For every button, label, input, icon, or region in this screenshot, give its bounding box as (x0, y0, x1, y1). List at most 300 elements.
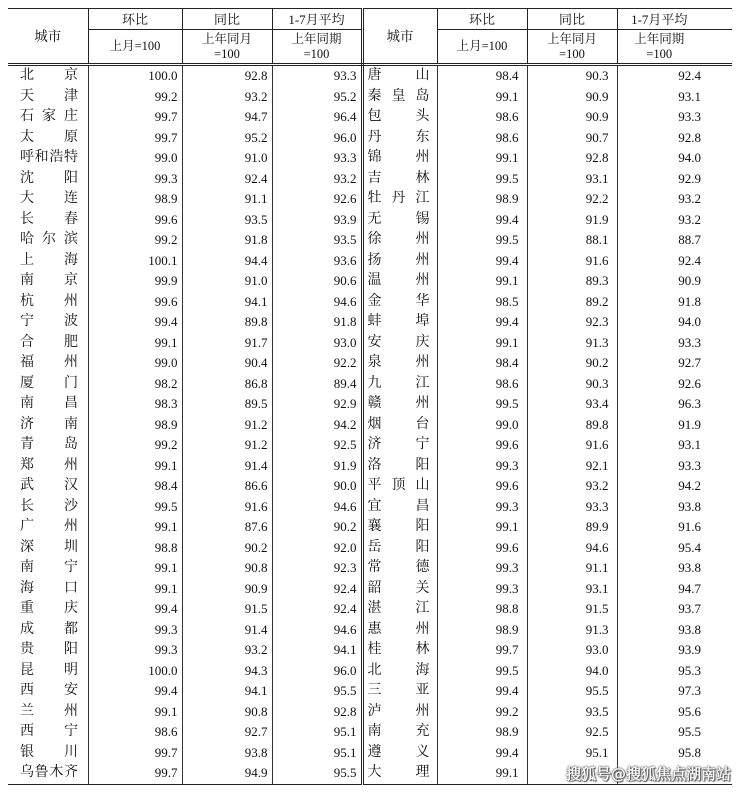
ytd-avg-index-value: 92.8 (272, 702, 362, 723)
ytd-avg-index-value: 94.1 (272, 640, 362, 661)
right-city-cell (362, 456, 437, 477)
city-name: 福州 (20, 355, 78, 371)
city-name: 包头 (367, 109, 430, 125)
left-city-cell (8, 169, 88, 190)
city-name: 西安 (20, 683, 78, 699)
yoy-index-value: 93.0 (527, 640, 617, 661)
right-city-cell (362, 435, 437, 456)
yoy-index-value: 94.9 (182, 763, 272, 784)
ytd-avg-index-value: 95.4 (678, 539, 701, 555)
table-row (8, 579, 732, 600)
right-city-cell (362, 65, 437, 87)
mom-index-value: 99.7 (88, 763, 182, 784)
mom-index-value: 99.4 (437, 312, 527, 333)
ytd-avg-index-value: 92.3 (272, 558, 362, 579)
yoy-index-value: 94.7 (182, 107, 272, 128)
mom-index-value: 99.2 (88, 87, 182, 108)
city-name: 乌鲁木齐 (20, 765, 78, 781)
yoy-index-value: 91.4 (182, 620, 272, 641)
ytd-avg-index-value: 95.2 (272, 87, 362, 108)
mom-index-value: 99.4 (88, 312, 182, 333)
ytd-avg-index-value: 92.6 (678, 375, 701, 391)
yoy-index-value: 92.3 (527, 312, 617, 333)
right-city-cell (362, 210, 437, 231)
ytd-avg-index-value: 92.7 (678, 355, 701, 371)
right-city-cell (362, 374, 437, 395)
city-name: 赣州 (367, 396, 430, 412)
yoy-index-value: 90.7 (527, 128, 617, 149)
city-name: 济宁 (367, 437, 430, 453)
yoy-index-value: 91.1 (527, 558, 617, 579)
yoy-index-value: 93.2 (182, 87, 272, 108)
ytd-avg-index-value: 93.8 (678, 560, 701, 576)
city-name: 桂林 (367, 642, 430, 658)
yoy-index-value: 89.5 (182, 394, 272, 415)
avg-base-line2: =100 (646, 46, 673, 61)
left-city-cell (8, 435, 88, 456)
ytd-avg-index-value: 93.2 (678, 191, 701, 207)
table-row (8, 620, 732, 641)
ytd-avg-index-value: 94.6 (272, 620, 362, 641)
yoy-index-value: 91.2 (182, 435, 272, 456)
city-name: 海口 (20, 580, 78, 596)
yoy-index-value: 91.9 (527, 210, 617, 231)
yoy-index-value: 91.2 (182, 415, 272, 436)
table-row (8, 476, 732, 497)
mom-index-value: 99.1 (437, 333, 527, 354)
city-name: 昆明 (20, 662, 78, 678)
yoy-index-value: 94.0 (527, 661, 617, 682)
mom-index-value: 98.4 (437, 65, 527, 87)
mom-index-value: 99.0 (88, 353, 182, 374)
yoy-index-value: 94.3 (182, 661, 272, 682)
yoy-index-value: 93.5 (182, 210, 272, 231)
mom-index-value: 99.2 (88, 230, 182, 251)
mom-index-value: 98.6 (88, 722, 182, 743)
mom-index-value: 99.5 (88, 497, 182, 518)
city-name: 温州 (367, 273, 430, 289)
mom-header-right: 环比 (437, 9, 527, 30)
mom-index-value: 99.0 (88, 148, 182, 169)
mom-base-left: 上月=100 (88, 30, 182, 65)
city-name: 深圳 (20, 539, 78, 555)
city-name: 徐州 (367, 232, 430, 248)
city-name: 杭州 (20, 293, 78, 309)
table-body (8, 65, 732, 785)
ytd-avg-index-value: 92.4 (272, 599, 362, 620)
mom-index-value: 99.1 (88, 456, 182, 477)
header-row-titles (8, 9, 732, 30)
yoy-index-value: 90.2 (527, 353, 617, 374)
right-city-cell (362, 743, 437, 764)
left-city-cell (8, 517, 88, 538)
mom-index-value: 99.4 (88, 599, 182, 620)
mom-index-value: 99.0 (437, 415, 527, 436)
ytd-avg-index-value: 95.8 (678, 744, 701, 760)
yoy-index-value: 87.6 (182, 517, 272, 538)
city-name: 济南 (20, 416, 78, 432)
mom-index-value: 98.4 (437, 353, 527, 374)
ytd-avg-index-value: 90.0 (272, 476, 362, 497)
mom-index-value: 99.5 (437, 661, 527, 682)
right-city-cell (362, 558, 437, 579)
yoy-index-value: 86.6 (182, 476, 272, 497)
city-name: 泉州 (367, 355, 430, 371)
left-city-cell (8, 702, 88, 723)
city-name: 秦皇岛 (367, 88, 430, 104)
ytd-avg-index-value: 96.4 (272, 107, 362, 128)
city-name: 金华 (367, 293, 430, 309)
yoy-index-value: 93.2 (527, 476, 617, 497)
table-row (8, 722, 732, 743)
left-city-cell (8, 230, 88, 251)
right-city-cell (362, 538, 437, 559)
yoy-index-value: 93.5 (527, 702, 617, 723)
ytd-avg-index-value: 92.9 (678, 170, 701, 186)
yoy-index-value: 90.9 (527, 87, 617, 108)
city-name: 合肥 (20, 334, 78, 350)
ytd-avg-index-value: 91.8 (272, 312, 362, 333)
yoy-index-value: 90.3 (527, 374, 617, 395)
right-city-cell (362, 251, 437, 272)
table-row (8, 497, 732, 518)
city-name: 大理 (367, 765, 430, 781)
ytd-avg-index-value: 93.6 (272, 251, 362, 272)
ytd-avg-index-value: 92.6 (272, 189, 362, 210)
right-city-cell (362, 271, 437, 292)
yoy-index-value: 90.8 (182, 702, 272, 723)
mom-index-value: 98.2 (88, 374, 182, 395)
table-row (8, 128, 732, 149)
table-row (8, 169, 732, 190)
yoy-base-right (527, 30, 617, 65)
city-name: 北京 (20, 68, 78, 84)
city-name: 西宁 (20, 724, 78, 740)
table-row (8, 292, 732, 313)
city-name: 北海 (367, 662, 430, 678)
mom-index-value: 100.0 (88, 65, 182, 87)
yoy-index-value: 90.8 (182, 558, 272, 579)
city-name: 南昌 (20, 396, 78, 412)
ytd-avg-index-value: 92.4 (678, 68, 701, 84)
mom-index-value: 99.3 (88, 169, 182, 190)
yoy-index-value: 94.1 (182, 681, 272, 702)
ytd-avg-index-value: 94.6 (272, 292, 362, 313)
yoy-index-value: 92.1 (527, 456, 617, 477)
right-city-cell (362, 87, 437, 108)
city-name: 宜昌 (367, 498, 430, 514)
avg-base-line1: 上年同期 (634, 31, 685, 46)
left-city-cell (8, 148, 88, 169)
mom-index-value: 98.4 (88, 476, 182, 497)
city-name: 无锡 (367, 211, 430, 227)
ytd-avg-index-value: 93.1 (678, 437, 701, 453)
left-city-cell (8, 476, 88, 497)
table-row (8, 230, 732, 251)
yoy-index-value: 90.4 (182, 353, 272, 374)
yoy-index-value: 92.4 (182, 169, 272, 190)
ytd-avg-index-value: 93.0 (272, 333, 362, 354)
city-name: 三亚 (367, 683, 430, 699)
yoy-index-value: 91.3 (527, 620, 617, 641)
ytd-avg-index-value: 95.1 (272, 743, 362, 764)
yoy-index-value: 91.0 (182, 148, 272, 169)
city-name: 上海 (20, 252, 78, 268)
mom-index-value: 99.2 (437, 702, 527, 723)
ytd-avg-index-value: 94.2 (272, 415, 362, 436)
city-name: 厦门 (20, 375, 78, 391)
yoy-index-value: 91.8 (182, 230, 272, 251)
left-city-cell (8, 353, 88, 374)
avg-header-left: 1-7月平均 (272, 9, 362, 30)
yoy-index-value: 89.3 (527, 271, 617, 292)
table-row (8, 415, 732, 436)
table-row (8, 271, 732, 292)
ytd-avg-index-value: 91.9 (272, 456, 362, 477)
mom-index-value: 99.3 (437, 497, 527, 518)
table-row (8, 148, 732, 169)
city-name: 成都 (20, 621, 78, 637)
yoy-index-value: 92.5 (527, 722, 617, 743)
ytd-avg-index-value: 92.4 (678, 252, 701, 268)
mom-index-value: 98.9 (437, 722, 527, 743)
yoy-index-value: 93.1 (527, 169, 617, 190)
yoy-base-line1: 上年同月 (201, 31, 252, 46)
ytd-avg-index-value: 93.3 (272, 65, 362, 87)
mom-index-value: 99.9 (88, 271, 182, 292)
table-row (8, 456, 732, 477)
city-name: 天津 (20, 88, 78, 104)
ytd-avg-index-value: 95.5 (272, 681, 362, 702)
city-name: 哈尔滨 (20, 232, 78, 248)
table-row (8, 538, 732, 559)
table-row (8, 87, 732, 108)
right-city-cell (362, 661, 437, 682)
right-city-cell (362, 292, 437, 313)
ytd-avg-index-value: 93.3 (678, 334, 701, 350)
left-city-cell (8, 189, 88, 210)
city-name: 郑州 (20, 457, 78, 473)
table-row (8, 251, 732, 272)
ytd-avg-index-value: 92.4 (272, 579, 362, 600)
city-header-right: 城市 (362, 9, 437, 65)
mom-index-value: 99.4 (437, 210, 527, 231)
mom-index-value: 98.6 (437, 107, 527, 128)
left-city-cell (8, 87, 88, 108)
yoy-index-value: 92.8 (527, 148, 617, 169)
ytd-avg-index-value: 93.5 (272, 230, 362, 251)
avg-base-right (617, 30, 732, 65)
ytd-avg-index-value: 95.6 (678, 703, 701, 719)
mom-index-value: 99.6 (88, 210, 182, 231)
ytd-avg-index-value: 94.7 (678, 580, 701, 596)
left-city-cell (8, 333, 88, 354)
yoy-index-value: 94.4 (182, 251, 272, 272)
yoy-index-value: 91.5 (527, 599, 617, 620)
right-city-cell (362, 353, 437, 374)
city-name: 惠州 (367, 621, 430, 637)
right-city-cell (362, 128, 437, 149)
ytd-avg-index-value: 93.3 (272, 148, 362, 169)
yoy-index-value: 89.8 (527, 415, 617, 436)
ytd-avg-index-value: 93.7 (678, 601, 701, 617)
mom-index-value: 99.7 (437, 640, 527, 661)
left-city-cell (8, 681, 88, 702)
yoy-index-value: 90.9 (527, 107, 617, 128)
mom-index-value: 99.3 (437, 579, 527, 600)
mom-index-value: 99.1 (437, 87, 527, 108)
mom-base-right: 上月=100 (437, 30, 527, 65)
city-name: 九江 (367, 375, 430, 391)
yoy-index-value: 91.6 (527, 435, 617, 456)
city-name: 安庆 (367, 334, 430, 350)
ytd-avg-index-value: 94.0 (678, 314, 701, 330)
mom-index-value: 100.1 (88, 251, 182, 272)
city-name: 兰州 (20, 703, 78, 719)
left-city-cell (8, 763, 88, 784)
mom-index-value: 99.6 (437, 538, 527, 559)
left-city-cell (8, 640, 88, 661)
mom-index-value: 98.6 (437, 128, 527, 149)
city-name: 重庆 (20, 601, 78, 617)
table-row (8, 435, 732, 456)
yoy-base-line1: 上年同月 (546, 31, 597, 46)
yoy-index-value: 93.4 (527, 394, 617, 415)
left-city-cell (8, 538, 88, 559)
city-name: 湛江 (367, 601, 430, 617)
city-name: 平顶山 (367, 478, 430, 494)
right-city-cell (362, 394, 437, 415)
yoy-index-value: 92.2 (527, 189, 617, 210)
ytd-avg-index-value: 90.6 (272, 271, 362, 292)
ytd-avg-index-value: 92.8 (678, 129, 701, 145)
left-city-cell (8, 128, 88, 149)
table-row (8, 743, 732, 764)
city-name: 丹东 (367, 129, 430, 145)
table-row (8, 107, 732, 128)
ytd-avg-index-value: 92.5 (272, 435, 362, 456)
table-row (8, 210, 732, 231)
yoy-index-value: 88.1 (527, 230, 617, 251)
ytd-avg-index-value: 93.2 (272, 169, 362, 190)
mom-index-value: 99.5 (437, 394, 527, 415)
city-name: 岳阳 (367, 539, 430, 555)
yoy-index-value: 95.1 (527, 743, 617, 764)
right-city-cell (362, 107, 437, 128)
left-city-cell (8, 107, 88, 128)
mom-index-value: 99.7 (88, 107, 182, 128)
left-city-cell (8, 415, 88, 436)
right-city-cell (362, 763, 437, 784)
ytd-avg-index-value: 93.8 (678, 498, 701, 514)
city-name: 武汉 (20, 478, 78, 494)
yoy-index-value: 91.4 (182, 456, 272, 477)
city-header-left: 城市 (8, 9, 88, 65)
yoy-index-value: 94.6 (527, 538, 617, 559)
city-name: 南宁 (20, 560, 78, 576)
city-price-index-table (8, 8, 732, 785)
mom-index-value: 99.4 (88, 681, 182, 702)
yoy-index-value: 90.9 (182, 579, 272, 600)
yoy-index-value: 91.7 (182, 333, 272, 354)
city-name: 大连 (20, 191, 78, 207)
ytd-avg-index-value: 89.4 (272, 374, 362, 395)
mom-index-value: 98.6 (437, 374, 527, 395)
mom-index-value: 99.4 (437, 251, 527, 272)
table-row (8, 599, 732, 620)
yoy-index-value: 89.8 (182, 312, 272, 333)
left-city-cell (8, 394, 88, 415)
ytd-avg-index-value: 90.2 (272, 517, 362, 538)
yoy-index-value: 95.5 (527, 681, 617, 702)
city-name: 长春 (20, 211, 78, 227)
mom-index-value: 99.4 (437, 743, 527, 764)
city-name: 呼和浩特 (20, 150, 78, 166)
left-city-cell (8, 65, 88, 87)
mom-index-value: 98.9 (88, 189, 182, 210)
left-city-cell (8, 251, 88, 272)
right-city-cell (362, 497, 437, 518)
table-row (8, 394, 732, 415)
right-city-cell (362, 640, 437, 661)
mom-index-value: 99.6 (437, 435, 527, 456)
ytd-avg-index-value: 91.9 (678, 416, 701, 432)
mom-index-value: 99.4 (437, 681, 527, 702)
left-city-cell (8, 558, 88, 579)
yoy-index-value: 91.1 (182, 189, 272, 210)
yoy-index-value: 94.1 (182, 292, 272, 313)
left-city-cell (8, 456, 88, 477)
ytd-avg-index-value: 94.0 (678, 150, 701, 166)
ytd-avg-index-value: 92.9 (272, 394, 362, 415)
ytd-avg-index-value: 91.6 (678, 519, 701, 535)
yoy-index-value: 93.3 (527, 497, 617, 518)
yoy-index-value: 86.8 (182, 374, 272, 395)
ytd-avg-index-value: 93.1 (678, 88, 701, 104)
mom-index-value: 99.1 (437, 517, 527, 538)
city-name: 广州 (20, 519, 78, 535)
yoy-base-line2: =100 (214, 46, 240, 61)
city-name: 遵义 (367, 744, 430, 760)
yoy-index-value: 91.3 (527, 333, 617, 354)
city-name: 南京 (20, 273, 78, 289)
left-city-cell (8, 210, 88, 231)
table-row (8, 661, 732, 682)
mom-index-value: 99.2 (88, 435, 182, 456)
yoy-index-value: 90.3 (527, 65, 617, 87)
ytd-avg-index-value: 93.8 (678, 621, 701, 637)
yoy-index-value: 89.2 (527, 292, 617, 313)
right-city-cell (362, 579, 437, 600)
ytd-avg-index-value: 94.2 (678, 478, 701, 494)
city-name: 蚌埠 (367, 314, 430, 330)
mom-index-value: 99.1 (88, 333, 182, 354)
yoy-index-value: 95.2 (182, 128, 272, 149)
ytd-avg-index-value: 97.3 (678, 683, 701, 699)
table-row (8, 640, 732, 661)
right-city-cell (362, 148, 437, 169)
mom-index-value: 98.8 (88, 538, 182, 559)
right-city-cell (362, 517, 437, 538)
city-name: 吉林 (367, 170, 430, 186)
yoy-index-value: 93.1 (527, 579, 617, 600)
right-city-cell (362, 189, 437, 210)
table-row (8, 558, 732, 579)
yoy-index-value: 89.9 (527, 517, 617, 538)
right-city-cell (362, 599, 437, 620)
left-city-cell (8, 292, 88, 313)
avg-header-right: 1-7月平均 (617, 9, 732, 30)
